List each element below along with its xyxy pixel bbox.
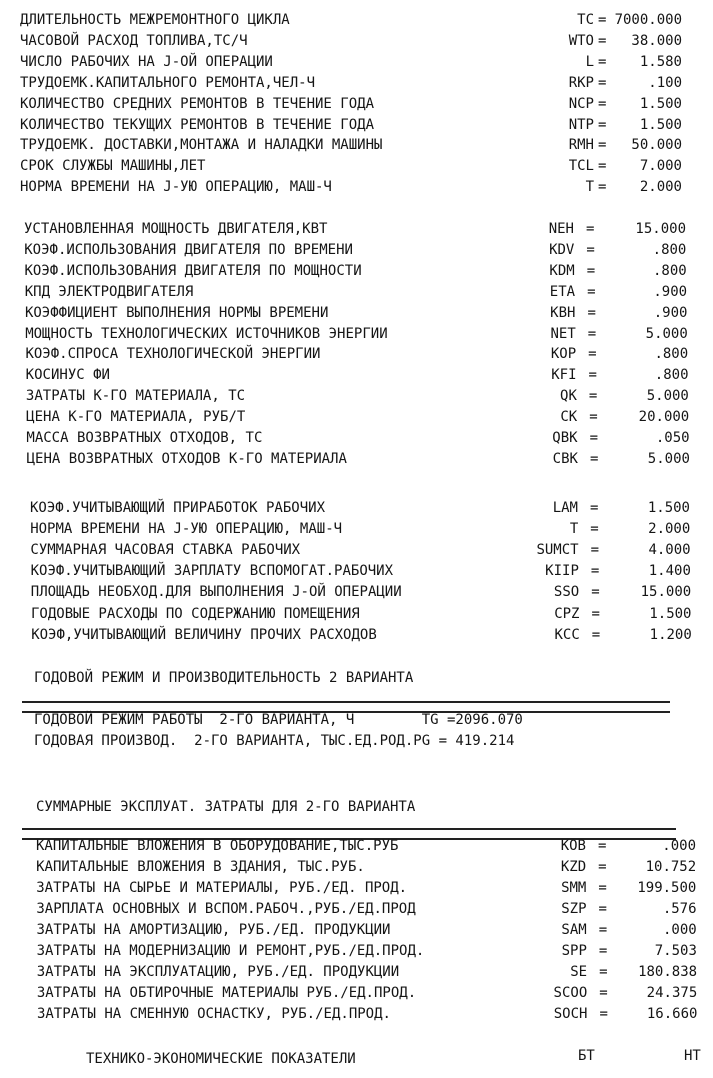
parameter-label: ЦЕНА К-ГО МАТЕРИАЛА, РУБ/Т — [26, 409, 246, 426]
parameter-row — [0, 115, 713, 136]
parameter-row — [0, 219, 713, 240]
parameter-value: 5.000 — [645, 325, 688, 342]
footer-col-nt: НТ — [684, 1048, 701, 1064]
equals-sign: = — [586, 262, 596, 279]
equals-sign: = — [598, 922, 608, 938]
parameter-value: .900 — [653, 304, 688, 321]
equals-sign: = — [588, 388, 598, 405]
equals-sign: = — [598, 158, 607, 175]
parameter-label: ТРУДОЕМК. ДОСТАВКИ,МОНТАЖА И НАЛАДКИ МАШИНЫ — [20, 137, 383, 154]
parameter-code: KCC — [554, 626, 580, 643]
equals-sign: = — [590, 563, 600, 580]
parameter-label: КОЭФ.УЧИТЫВАЮЩИЙ ЗАРПЛАТУ ВСПОМОГАТ.РАБОЧИХ — [30, 563, 394, 580]
parameter-row — [0, 836, 713, 857]
parameter-code: T — [569, 521, 579, 538]
parameter-label: ЗАТРАТЫ НА ЭКСПЛУАТАЦИЮ, РУБ./ЕД. ПРОДУКЦИИ — [36, 964, 400, 980]
parameter-code: WTO — [568, 32, 594, 49]
parameter-label: КАПИТАЛЬНЫЕ ВЛОЖЕНИЯ В ЗДАНИЯ, ТЫС.РУБ. — [36, 859, 365, 875]
parameter-value: 180.838 — [638, 964, 698, 980]
parameter-value: 7000.000 — [614, 12, 682, 28]
equals-sign: = — [598, 116, 607, 133]
parameter-value: 5.000 — [647, 450, 690, 467]
parameter-code: TCL — [568, 158, 594, 175]
parameter-value: 7.000 — [639, 158, 682, 175]
parameter-code: QBK — [552, 430, 578, 446]
parameter-code: L — [585, 53, 594, 70]
parameter-code: T — [585, 179, 594, 196]
parameter-code: KOB — [560, 838, 586, 854]
parameter-row — [0, 920, 713, 941]
parameter-code: KZD — [560, 859, 587, 875]
equals-sign: = — [588, 346, 597, 363]
parameter-value: 38.000 — [631, 32, 682, 49]
parameter-code: NET — [550, 325, 576, 342]
parameter-row — [0, 582, 713, 603]
parameter-code: LAM — [552, 500, 578, 516]
equals-sign: = — [590, 521, 599, 538]
parameter-code: ETA — [549, 283, 576, 300]
parameter-label: КОЛИЧЕСТВО ТЕКУЩИХ РЕМОНТОВ В ТЕЧЕНИЕ ГОДА — [20, 116, 375, 133]
parameter-row — [0, 899, 713, 920]
parameter-code: SSO — [553, 584, 580, 601]
equals-sign: = — [598, 53, 607, 70]
parameter-value: 16.660 — [646, 1006, 698, 1022]
parameter-label: КОЭФ.УЧИТЫВАЮЩИЙ ПРИРАБОТОК РАБОЧИХ — [30, 500, 326, 516]
parameter-code: KFI — [551, 367, 577, 384]
parameter-code: SAM — [561, 922, 587, 938]
parameter-value: 7.503 — [654, 943, 697, 959]
equals-sign: = — [598, 32, 607, 49]
parameter-row — [0, 135, 713, 156]
parameter-label: ТРУДОЕМК.КАПИТАЛЬНОГО РЕМОНТА,ЧЕЛ-Ч — [20, 74, 316, 91]
equals-sign: = — [598, 95, 607, 112]
parameter-value: 1.400 — [648, 563, 691, 580]
equals-sign: = — [586, 221, 595, 237]
equals-sign: = — [591, 605, 600, 622]
parameter-value: 15.000 — [640, 584, 692, 601]
parameter-value: .900 — [653, 283, 688, 300]
parameter-code: CK — [560, 409, 578, 426]
parameter-value: 10.752 — [645, 859, 697, 875]
parameter-row — [0, 52, 713, 73]
parameter-code: NCP — [568, 95, 594, 112]
parameter-label: ЗАТРАТЫ НА СЫРЬЕ И МАТЕРИАЛЫ, РУБ./ЕД. ПРОД. — [36, 880, 408, 896]
parameter-code: RMH — [568, 137, 594, 154]
parameter-label: ПЛОЩАДЬ НЕОБХОД.ДЛЯ ВЫПОЛНЕНИЯ J-ОЙ ОПЕРАЦИИ — [30, 584, 402, 601]
costs-heading: СУММАРНЫЕ ЭКСПЛУАТ. ЗАТРАТЫ ДЛЯ 2-ГО ВАРИАНТА — [36, 799, 416, 815]
equals-sign: = — [590, 542, 600, 559]
parameter-value: .100 — [648, 74, 682, 91]
equals-sign: = — [589, 409, 598, 426]
equals-sign: = — [598, 179, 607, 196]
parameter-row — [0, 240, 713, 261]
parameter-value: .800 — [652, 241, 687, 258]
parameter-row — [0, 941, 713, 962]
parameter-value: 15.000 — [635, 221, 686, 237]
parameter-row — [0, 561, 713, 582]
parameter-row — [0, 261, 713, 282]
equals-sign: = — [598, 74, 607, 91]
parameter-row — [0, 428, 713, 449]
parameter-code: SZP — [561, 901, 587, 917]
parameter-label: КОСИНУС ФИ — [25, 367, 110, 384]
parameter-row — [0, 10, 713, 31]
parameter-value: .800 — [654, 346, 689, 363]
equals-sign: = — [598, 12, 607, 28]
parameter-label: МАССА ВОЗВРАТНЫХ ОТХОДОВ, ТС — [26, 430, 263, 446]
parameter-label: СУММАРНАЯ ЧАСОВАЯ СТАВКА РАБОЧИХ — [30, 542, 301, 559]
parameter-code: SCOO — [553, 985, 588, 1001]
equals-sign: = — [587, 283, 596, 300]
parameter-value: 199.500 — [637, 880, 697, 896]
parameter-label: ГОДОВЫЕ РАСХОДЫ ПО СОДЕРЖАНИЮ ПОМЕЩЕНИЯ — [31, 605, 360, 622]
parameter-label: НОРМА ВРЕМЕНИ НА J-УЮ ОПЕРАЦИЮ, МАШ-Ч — [20, 179, 332, 196]
equals-sign: = — [598, 880, 607, 896]
footer-col-bt: БТ — [578, 1048, 595, 1064]
parameter-value: .050 — [655, 430, 690, 446]
parameter-row — [0, 344, 713, 365]
parameter-row — [0, 878, 713, 899]
equals-sign: = — [598, 137, 607, 154]
parameter-code: SUMCT — [536, 542, 579, 559]
parameter-label: КОЭФ.СПРОСА ТЕХНОЛОГИЧЕСКОЙ ЭНЕРГИИ — [25, 346, 321, 363]
annual-heading: ГОДОВОЙ РЕЖИМ И ПРОИЗВОДИТЕЛЬНОСТЬ 2 ВАРИАНТА — [34, 670, 414, 686]
equals-sign: = — [591, 626, 601, 643]
equals-sign: = — [587, 325, 597, 342]
parameter-label: ЧИСЛО РАБОЧИХ НА J-ОЙ ОПЕРАЦИИ — [20, 53, 273, 70]
parameter-code: QK — [560, 388, 577, 405]
parameter-label: ЗАТРАТЫ НА СМЕННУЮ ОСНАСТКУ, РУБ./ЕД.ПРОД. — [36, 1006, 391, 1022]
parameter-row — [0, 94, 713, 115]
footer-title: ТЕХНИКО-ЭКОНОМИЧЕСКИЕ ПОКАЗАТЕЛИ — [86, 1051, 356, 1067]
parameter-value: 1.500 — [639, 116, 682, 133]
parameter-code: KOP — [550, 346, 577, 363]
equals-sign: = — [599, 985, 608, 1001]
parameter-row — [0, 156, 713, 177]
parameter-label: МОЩНОСТЬ ТЕХНОЛОГИЧЕСКИХ ИСТОЧНИКОВ ЭНЕРГИИ — [25, 325, 388, 342]
equals-sign: = — [598, 859, 607, 875]
parameter-value: 50.000 — [631, 137, 682, 154]
equals-sign: = — [589, 450, 599, 467]
parameter-code: SOCH — [553, 1006, 588, 1022]
parameter-code: KDV — [549, 241, 575, 258]
parameter-label: КАПИТАЛЬНЫЕ ВЛОЖЕНИЯ В ОБОРУДОВАНИЕ,ТЫС.РУБ — [36, 838, 399, 854]
parameter-value: 20.000 — [638, 409, 690, 426]
equals-sign: = — [590, 500, 599, 516]
equals-sign: = — [598, 901, 607, 917]
equals-sign: = — [589, 430, 599, 446]
parameter-value: 1.500 — [649, 605, 692, 622]
annual-line-2: ГОДОВАЯ ПРОИЗВОД. 2-ГО ВАРИАНТА, ТЫС.ЕД.РОД.PG = 419.214 — [34, 733, 515, 749]
parameter-label: ЗАТРАТЫ НА ОБТИРОЧНЫЕ МАТЕРИАЛЫ РУБ./ЕД.ПРОД. — [36, 985, 417, 1001]
parameter-label: ДЛИТЕЛЬНОСТЬ МЕЖРЕМОНТНОГО ЦИКЛА — [20, 12, 290, 28]
parameter-row — [0, 386, 713, 407]
parameter-code: TC — [577, 12, 594, 28]
parameter-row — [0, 449, 713, 470]
parameter-label: КОЛИЧЕСТВО СРЕДНИХ РЕМОНТОВ В ТЕЧЕНИЕ ГОДА — [20, 95, 375, 112]
parameter-row — [0, 1004, 713, 1025]
equals-sign: = — [599, 964, 608, 980]
parameter-row — [0, 604, 713, 625]
parameter-code: CBK — [552, 450, 578, 467]
parameter-code: RKP — [568, 74, 594, 91]
parameter-value: 5.000 — [646, 388, 689, 405]
parameter-label: КПД ЭЛЕКТРОДВИГАТЕЛЯ — [24, 283, 194, 300]
parameter-label: ЗАТРАТЫ НА АМОРТИЗАЦИЮ, РУБ./ЕД. ПРОДУКЦИИ — [36, 922, 391, 938]
parameter-code: KBH — [550, 304, 576, 321]
parameter-row — [0, 282, 713, 303]
parameter-label: ЗАРПЛАТА ОСНОВНЫХ И ВСПОМ.РАБОЧ.,РУБ./ЕД.ПРОД — [36, 901, 416, 917]
parameter-value: 4.000 — [648, 542, 691, 559]
parameter-row — [0, 407, 713, 428]
parameter-row — [0, 73, 713, 94]
parameter-value: 1.500 — [647, 500, 690, 516]
parameter-label: ЗАТРАТЫ К-ГО МАТЕРИАЛА, ТС — [25, 388, 246, 405]
parameter-row — [0, 983, 713, 1004]
parameter-value: 2.000 — [639, 179, 682, 196]
equals-sign: = — [586, 241, 595, 258]
parameter-row — [0, 625, 713, 646]
parameter-label: УСТАНОВЛЕННАЯ МОЩНОСТЬ ДВИГАТЕЛЯ,КВТ — [24, 221, 328, 237]
parameter-code: NTP — [568, 116, 594, 133]
parameter-value: .800 — [654, 367, 689, 384]
parameter-label: ЦЕНА ВОЗВРАТНЫХ ОТХОДОВ К-ГО МАТЕРИАЛА — [26, 450, 347, 467]
parameter-label: СРОК СЛУЖБЫ МАШИНЫ,ЛЕТ — [20, 158, 206, 175]
annual-line-1: ГОДОВОЙ РЕЖИМ РАБОТЫ 2-ГО ВАРИАНТА, Ч TG =2096.070 — [34, 712, 523, 728]
parameter-value: 1.580 — [639, 53, 682, 70]
parameter-label: КОЭФ,УЧИТЫВАЮЩИЙ ВЕЛИЧИНУ ПРОЧИХ РАСХОДОВ — [31, 626, 377, 643]
parameter-row — [0, 540, 713, 561]
parameter-code: KIIP — [545, 563, 579, 580]
equals-sign: = — [588, 367, 597, 384]
parameter-label: КОЭФ.ИСПОЛЬЗОВАНИЯ ДВИГАТЕЛЯ ПО ВРЕМЕНИ — [24, 241, 353, 258]
parameter-code: SE — [570, 964, 588, 980]
parameter-label: ЗАТРАТЫ НА МОДЕРНИЗАЦИЮ И РЕМОНТ,РУБ./ЕД.ПРОД. — [36, 943, 425, 959]
parameter-row — [0, 324, 713, 345]
parameter-value: .800 — [653, 262, 687, 279]
parameter-code: SPP — [561, 943, 587, 959]
parameter-code: NEH — [548, 221, 574, 237]
parameter-row — [0, 365, 713, 386]
parameter-label: НОРМА ВРЕМЕНИ НА J-УЮ ОПЕРАЦИЮ, МАШ-Ч — [30, 521, 343, 538]
parameter-value: 2.000 — [648, 521, 691, 538]
parameter-row — [0, 519, 713, 540]
equals-sign: = — [591, 584, 600, 601]
parameter-value: .576 — [662, 901, 697, 917]
parameter-row — [0, 962, 713, 983]
parameter-code: KDM — [549, 262, 575, 279]
parameter-value: .000 — [662, 838, 696, 854]
parameter-row — [0, 857, 713, 878]
parameter-value: .000 — [663, 922, 697, 938]
parameter-label: КОЭФ.ИСПОЛЬЗОВАНИЯ ДВИГАТЕЛЯ ПО МОЩНОСТИ — [24, 262, 362, 279]
equals-sign: = — [598, 838, 607, 854]
parameter-value: 24.375 — [646, 985, 698, 1001]
parameter-row — [0, 177, 713, 198]
parameter-row — [0, 31, 713, 52]
parameter-value: 1.200 — [649, 626, 692, 643]
parameter-label: КОЭФФИЦИЕНТ ВЫПОЛНЕНИЯ НОРМЫ ВРЕМЕНИ — [24, 304, 329, 321]
equals-sign: = — [587, 304, 596, 321]
parameter-value: 1.500 — [639, 95, 682, 112]
parameter-row — [0, 498, 713, 519]
parameter-code: CPZ — [554, 605, 580, 622]
parameter-code: SMM — [561, 880, 587, 896]
parameter-label: ЧАСОВОЙ РАСХОД ТОПЛИВА,ТС/Ч — [20, 32, 248, 49]
parameter-row — [0, 303, 713, 324]
equals-sign: = — [598, 943, 608, 959]
equals-sign: = — [599, 1006, 608, 1022]
